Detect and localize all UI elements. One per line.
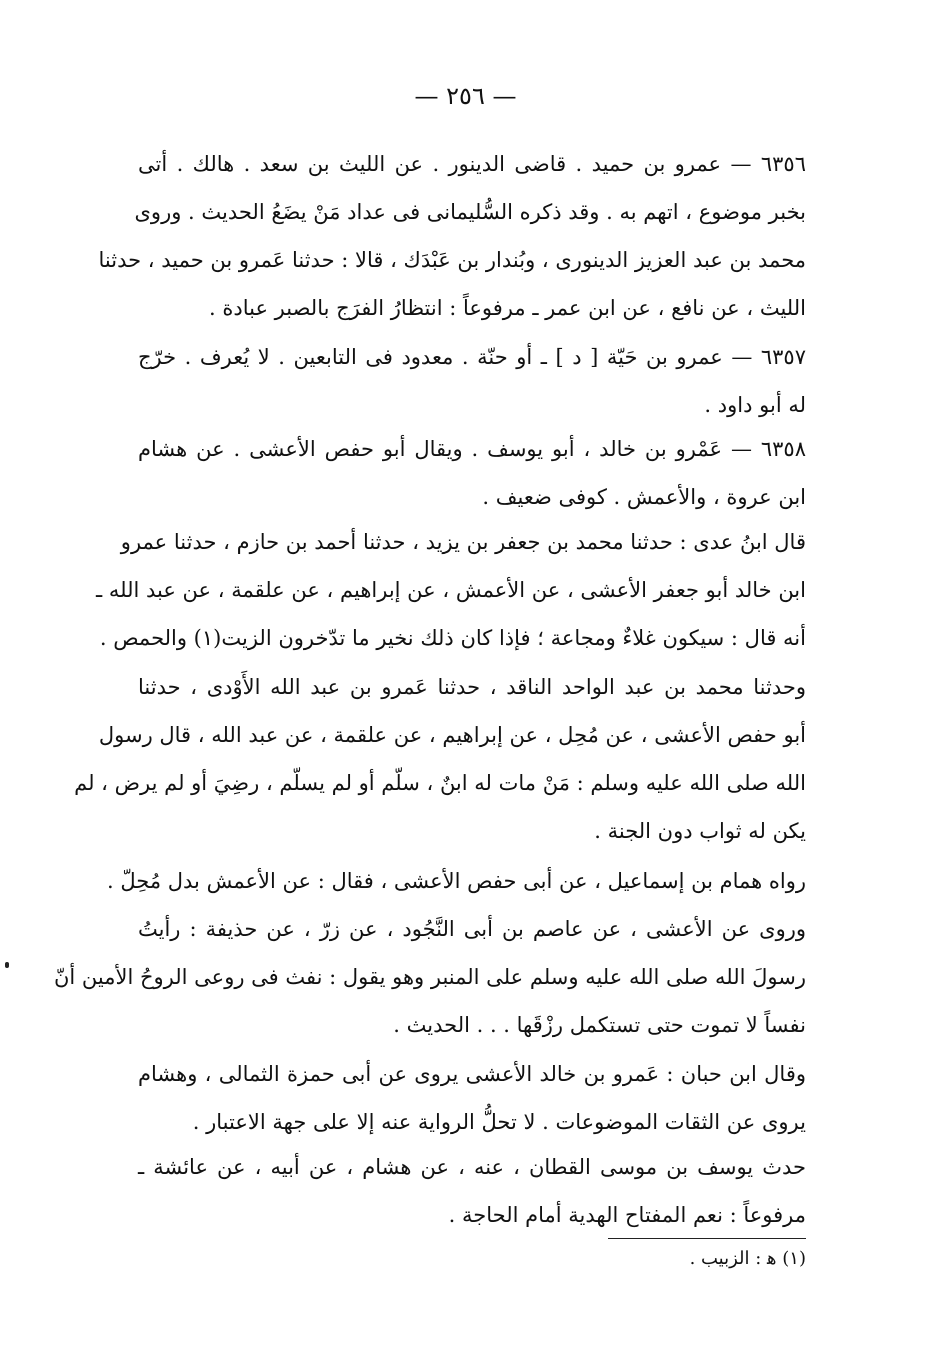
scan-edge-mark: [5, 962, 9, 968]
text-line: وروى عن الأعشى ، عن عاصم بن أبى النَّجُود ، عن زرّ ، عن حذيفة : رأيتُ: [138, 917, 806, 941]
text-line: يروى عن الثقات الموضوعات . لا تحلُّ الرواية عنه إلا على جهة الاعتبار .: [192, 1110, 806, 1134]
text-line: ٦٣٥٨ — عَمْرو بن خالد ، أبو يوسف . ويقال أبو حفص الأعشى . عن هشام: [138, 437, 806, 461]
text-line: رسولَ الله صلى الله عليه وسلم على المنبر وهو يقول : نفث فى روعى الروحُ الأمين أنّ: [53, 965, 806, 989]
text-line: الله صلى الله عليه وسلم : مَنْ مات له ابنٌ ، سلّم أو لم يسلّم ، رضِيَ أو لم يرض ، لم: [74, 771, 806, 795]
text-line: ابن عروة ، والأعمش . كوفى ضعيف .: [482, 485, 806, 509]
paragraph-hammam: [107, 857, 806, 905]
paragraph-naqid: [74, 663, 806, 855]
text-line: له أبو داود .: [704, 393, 806, 417]
paragraph-ibn-hibban: [138, 1050, 806, 1146]
text-line: مرفوعاً : نعم المفتاح الهدية أمام الحاجة .: [448, 1203, 806, 1227]
text-line: ابن خالد أبو جعفر الأعشى ، عن الأعمش ، عن إبراهيم ، عن علقمة ، عن عبد الله ـ: [96, 578, 806, 602]
text-line: نفساً لا تموت حتى تستكمل رزْقَها . . . الحديث .: [393, 1013, 806, 1037]
text-line: يكن له ثواب دون الجنة .: [594, 819, 806, 843]
entry-6358: [138, 425, 806, 521]
footnote-divider: [608, 1238, 806, 1239]
paragraph-yusuf: [138, 1143, 806, 1239]
text-line: ٦٣٥٦ — عمرو بن حميد . قاضى الدينور . عن الليث بن سعد . هالك . أتى: [138, 152, 806, 176]
text-line: أنه قال : سيكون غلاءٌ ومجاعة ؛ فإذا كان ذلك نخير ما تدّخرون الزيت(١) والحمص .: [99, 626, 806, 650]
page-number: — ٢٥٦ —: [414, 82, 517, 110]
text-line: أبو حفص الأعشى ، عن مُحِل ، عن إبراهيم ، عن علقمة ، عن عبد الله ، قال رسول: [98, 723, 806, 747]
text-line: وحدثنا محمد بن عبد الواحد الناقد ، حدثنا عَمرو بن عبد الله الأَوْدى ، حدثنا: [138, 675, 806, 699]
footnote: (١) ﻫ : الزبيب .: [689, 1248, 806, 1269]
paragraph-ibn-adi: [96, 518, 806, 662]
text-line: حدث يوسف بن موسى القطان ، عنه ، عن هشام ، عن أبيه ، عن عائشة ـ: [138, 1155, 806, 1179]
text-line: رواه همام بن إسماعيل ، عن أبى حفص الأعشى ، فقال : عن الأعمش بدل مُحِلّ .: [107, 869, 806, 893]
text-line: بخبر موضوع ، اتهم به . وقد ذكره السُّليمانى فى عداد مَنْ يضَعُ الحديث . وروى: [134, 200, 806, 224]
text-line: وقال ابن حبان : عَمرو بن خالد الأعشى يروى عن أبى حمزة الثمالى ، وهشام: [138, 1062, 806, 1086]
text-line: الليث ، عن نافع ، عن ابن عمر ـ مرفوعاً : انتظارُ الفرَج بالصبر عبادة .: [209, 296, 806, 320]
entry-6356: [98, 140, 806, 332]
text-line: قال ابنُ عدى : حدثنا محمد بن جعفر بن يزيد ، حدثنا أحمد بن حازم ، حدثنا عمرو: [120, 530, 806, 554]
text-line: ٦٣٥٧ — عمرو بن حَيّة [ د ] ـ أو حنّة . معدود فى التابعين . لا يُعرف . خرّج: [138, 345, 806, 369]
text-line: محمد بن عبد العزيز الدينورى ، وبُندار بن عَبْدَك ، قالا : حدثنا عَمرو بن حميد ، حدثنا: [98, 248, 806, 272]
entry-6357: [138, 333, 806, 429]
paragraph-hudhaifa: [53, 905, 806, 1049]
